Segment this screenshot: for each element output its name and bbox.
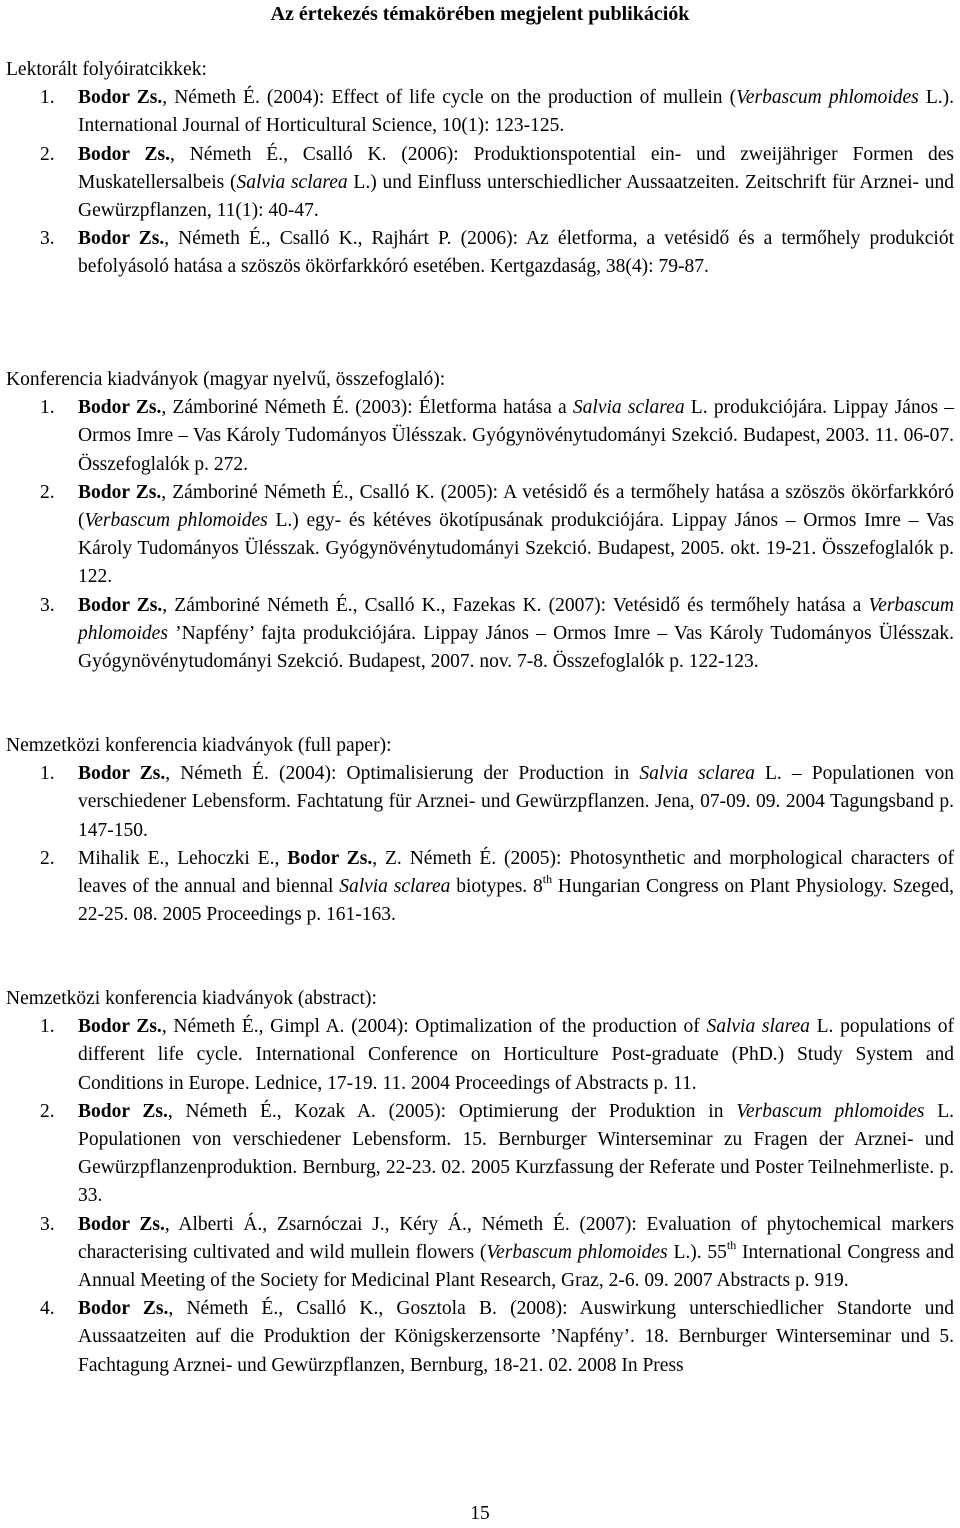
citation-text: , Németh É., Gimpl A. (2004): Optimalization of the production of: [161, 1016, 707, 1038]
publication-list: [6, 760, 954, 929]
section-heading: Nemzetközi konferencia kiadványok (abstract):: [6, 988, 377, 1009]
species-name: Verbascum phlomoides: [486, 1241, 668, 1263]
author-name: Bodor Zs.: [78, 397, 162, 419]
citation-text: L. – Populationen von verschiedener Lebensform. Fachtatung für Arznei- und Gewürzpflanzen. Jena, 07-09. 09. 2004 Tagungsband p. 147-150.: [78, 763, 955, 841]
species-name: Verbascum phlomoides: [84, 510, 268, 532]
section-international-full-paper: [6, 732, 954, 929]
section-international-abstract: [6, 985, 954, 1380]
item-number: 3.: [40, 594, 55, 616]
citation-text: biotypes. 8: [450, 876, 543, 898]
publication-list: [6, 394, 954, 676]
citation-text: L. populations of different life cycle. International Conference on Horticulture Post-graduate (PhD.) Study System and Conditions in Europe. Lednice, 17-19. 11. 2004 Proceedings of Abstracts p. 11.: [78, 1016, 954, 1094]
citation-text: L.). International Journal of Horticultural Science, 10(1): 123-125.: [78, 87, 955, 137]
publication-item: [6, 225, 954, 281]
citation-text: , Németh É., Csalló K., Gosztola B. (2008): Auswirkung unterschiedlicher Standorte und Aussaatzeiten auf die Produktion der Königskerzensorte ’Napfény’. 18. Bernburger Winterseminar und 5. Fachtagung Arznei- und Gewürzpflanzen, Bernburg, 18-21. 02. 2008 In Press: [78, 1298, 954, 1376]
section-hungarian-conference: [6, 366, 954, 676]
citation-text: L.). 55: [667, 1241, 727, 1263]
citation-text: , Alberti Á., Zsarnóczai J., Kéry Á., Németh É. (2007): Evaluation of phytochemical markers characterising cultivated and wild mullein flowers (: [78, 1213, 955, 1263]
citation-text: , Németh É., Kozak A. (2005): Optimierung der Produktion in: [167, 1100, 737, 1122]
species-name: Salvia sclarea: [639, 763, 755, 785]
citation-text: International Congress and Annual Meeting of the Society for Medicinal Plant Research, Graz, 2-6. 09. 2007 Abstracts p. 919.: [78, 1241, 954, 1292]
item-number: 1.: [40, 87, 55, 109]
author-name: Bodor Zs.: [78, 228, 165, 250]
author-name: Bodor Zs.: [78, 143, 170, 165]
species-name: Salvia slarea: [706, 1016, 810, 1038]
publication-item: [6, 394, 954, 479]
citation-text: Mihalik E., Lehoczki E.,: [78, 847, 288, 869]
citation-text: , Zámboriné Németh É. (2003): Életforma hatása a: [161, 397, 573, 419]
page-title: Az értekezés témakörében megjelent publikációk: [270, 3, 690, 25]
publication-item: [6, 1211, 954, 1296]
item-number: 2.: [40, 1100, 55, 1122]
citation-text: Hungarian Congress on Plant Physiology. Szeged, 22-25. 08. 2005 Proceedings p. 161-163.: [78, 876, 954, 926]
species-name: Verbascum phlomoides: [78, 594, 955, 644]
citation-text: L. Populationen von verschiedener Lebensform. 15. Bernburger Winterseminar zu Fragen der Arznei- und Gewürzpflanzenproduktion. Bernburg, 22-23. 02. 2005 Kurzfassung der Referate und Poster Teilnehmerliste. p. 33.: [78, 1100, 954, 1207]
item-number: 1.: [40, 763, 55, 785]
page-number: 15: [470, 1503, 490, 1524]
section-peer-reviewed-journals: [6, 56, 954, 282]
citation-text: , Németh É. (2004): Effect of life cycle on the production of mullein (: [162, 87, 737, 109]
ordinal-suffix: th: [542, 872, 553, 887]
item-number: 2.: [40, 481, 55, 503]
publication-item: [6, 141, 954, 226]
citation-text: , Z. Németh É. (2005): Photosynthetic and morphological characters of leaves of the annual and biennal: [78, 847, 954, 898]
publication-item: [6, 845, 954, 930]
author-name: Bodor Zs.: [78, 1016, 162, 1038]
publication-item: [6, 1295, 954, 1380]
species-name: Salvia sclarea: [572, 397, 685, 419]
publication-item: [6, 1013, 954, 1098]
author-name: Bodor Zs.: [78, 1100, 168, 1122]
citation-text: , Zámboriné Németh É., Csalló K. (2005): A vetésidő és a termőhely hatása a szöszös ökörfarkkóró (: [78, 481, 955, 532]
publication-item: [6, 479, 954, 592]
item-number: 1.: [40, 1016, 55, 1038]
citation-text: L.) egy- és kétéves ökotípusának produkciójára. Lippay János – Ormos Imre – Vas Károly Tudományos Ülésszak. Gyógynövénytudományi Szekció. Budapest, 2005. okt. 19-21. Összefoglalók p. 122.: [78, 510, 955, 588]
publication-item: [6, 1098, 954, 1211]
item-number: 3.: [40, 228, 55, 250]
ordinal-suffix: th: [726, 1237, 737, 1252]
citation-text: , Németh É. (2004): Optimalisierung der Production in: [165, 763, 640, 785]
publication-item: [6, 84, 954, 140]
section-heading: Nemzetközi konferencia kiadványok (full paper):: [6, 735, 392, 756]
item-number: 2.: [40, 847, 55, 869]
item-number: 1.: [40, 397, 55, 419]
publication-item: [6, 592, 954, 677]
species-name: Verbascum phlomoides: [736, 87, 919, 109]
citation-text: L. produkciójára. Lippay János – Ormos Imre – Vas Károly Tudományos Ülésszak. Gyógynövénytudományi Szekció. Budapest, 2003. 11. 06-07. Összefoglalók p. 272.: [78, 397, 955, 475]
species-name: Salvia sclarea: [236, 171, 348, 193]
citation-text: , Zámboriné Németh É., Csalló K., Fazekas K. (2007): Vetésidő és termőhely hatása a: [162, 594, 869, 616]
publication-item: [6, 760, 954, 845]
section-heading: Konferencia kiadványok (magyar nyelvű, összefoglaló):: [6, 369, 446, 390]
section-heading: Lektorált folyóiratcikkek:: [6, 59, 207, 80]
author-name: Bodor Zs.: [287, 847, 373, 869]
citation-text: ’Napfény’ fajta produkciójára. Lippay János – Ormos Imre – Vas Károly Tudományos Ülésszak. Gyógynövénytudományi Szekció. Budapest, 2007. nov. 7-8. Összefoglalók p. 122-123.: [78, 622, 954, 673]
item-number: 2.: [40, 143, 55, 165]
citation-text: L.) und Einfluss unterschiedlicher Aussaatzeiten. Zeitschrift für Arznei- und Gewürzpflanzen, 11(1): 40-47.: [78, 171, 954, 222]
item-number: 4.: [40, 1298, 55, 1320]
citation-text: , Németh É., Csalló K., Rajhárt P. (2006): Az életforma, a vetésidő és a termőhely produkciót befolyásoló hatása a szöszös ökörfarkkóró esetében. Kertgazdaság, 38(4): 79-87.: [78, 228, 954, 278]
citation-text: , Németh É., Csalló K. (2006): Produktionspotential ein- und zweijähriger Formen des Muskatellersalbeis (: [78, 143, 955, 193]
publication-list: [6, 84, 954, 281]
publication-list: [6, 1013, 954, 1380]
item-number: 3.: [40, 1213, 55, 1235]
author-name: Bodor Zs.: [78, 763, 166, 785]
author-name: Bodor Zs.: [78, 87, 163, 109]
author-name: Bodor Zs.: [78, 1298, 169, 1320]
author-name: Bodor Zs.: [78, 481, 162, 503]
species-name: Verbascum phlomoides: [736, 1100, 925, 1122]
author-name: Bodor Zs.: [78, 1213, 165, 1235]
author-name: Bodor Zs.: [78, 594, 163, 616]
species-name: Salvia sclarea: [339, 876, 451, 898]
